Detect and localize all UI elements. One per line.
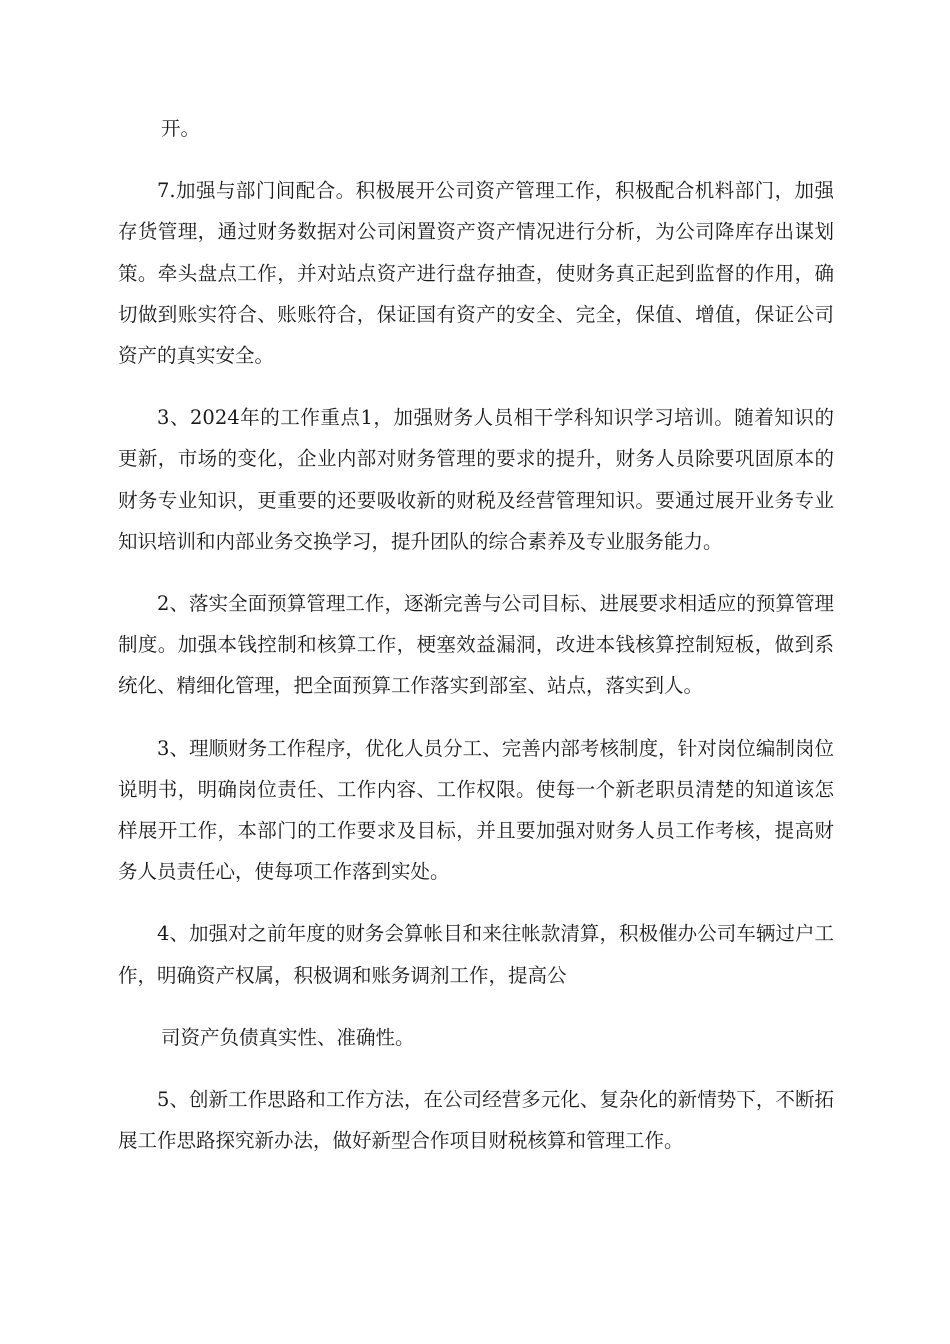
paragraph-budget-management: 2、落实全面预算管理工作，逐渐完善与公司目标、进展要求相适应的预算管理制度。加强本钱控制和核算工作，梗塞效益漏洞，改进本钱核算控制短板，做到系统化、精细化管理，把全面预算工作落实到部室、站点，落实到人。 xyxy=(118,592,834,698)
paragraph-workflow: 3、理顺财务工作程序，优化人员分工、完善内部考核制度，针对岗位编制岗位说明书，明确岗位责任、工作内容、工作权限。使每一个新老职员清楚的知道该怎样展开工作，本部门的工作要求及目标，并且要加强对财务人员工作考核，提高财务人员责任心，使每项工作落到实处。 xyxy=(118,736,834,884)
paragraph-innovation: 5、创新工作思路和工作方法，在公司经营多元化、复杂化的新情势下，不断拓展工作思路探究新办法，做好新型合作项目财税核算和管理工作。 xyxy=(118,1088,834,1153)
paragraph-item-7: 7.加强与部门间配合。积极展开公司资产管理工作，积极配合机料部门，加强存货管理，通过财务数据对公司闲置资产资产情况进行分析，为公司降库存出谋划策。牵头盘点工作，并对站点资产进行盘存抽查，使财务真正起到监督的作用，确切做到账实符合、账账符合，保证国有资产的安全、完全，保值、增值，保证公司资产的真实安全。 xyxy=(118,179,834,368)
paragraph-account-clearing: 4、加强对之前年度的财务会算帐目和来往帐款清算，积极催办公司车辆过户工作，明确资产权属，积极调和账务调剂工作，提高公 xyxy=(118,922,834,987)
paragraph-account-clearing-cont: 司资产负债真实性、准确性。 xyxy=(161,1025,415,1049)
paragraph-2024-focus: 3、2024年的工作重点1，加强财务人员相干学科知识学习培训。随着知识的更新，市场的变化，企业内部对财务管理的要求的提升，财务人员除要巩固原本的财务专业知识，更重要的还要吸收新的财税及经营管理知识。要通过展开业务专业知识培训和内部业务交换学习，提升团队的综合素养及专业服务能力。 xyxy=(118,406,834,553)
document-page xyxy=(118,108,834,1182)
paragraph-continued-start: 开。 xyxy=(161,117,201,140)
